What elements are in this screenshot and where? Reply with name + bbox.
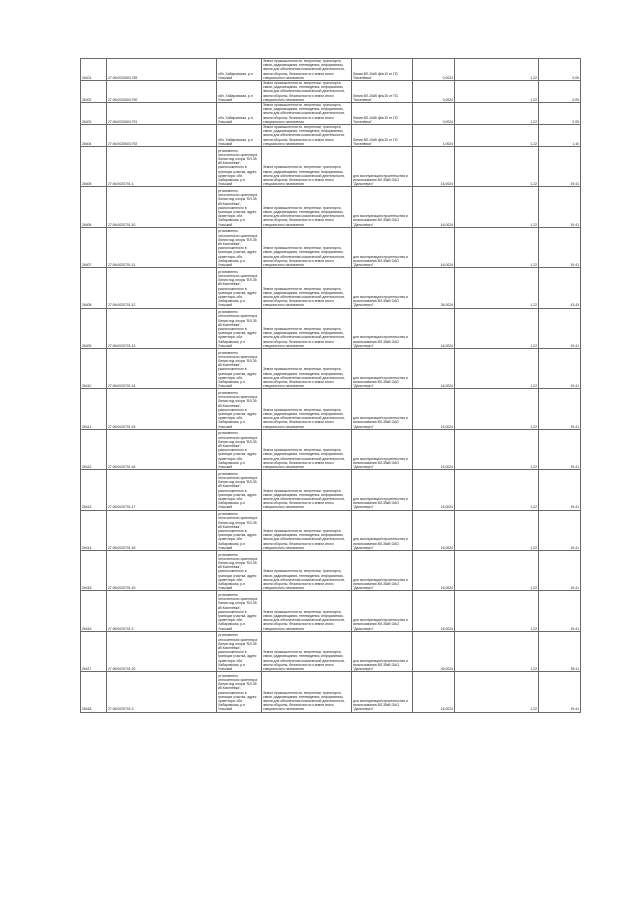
area-cell: 16,0024 xyxy=(413,349,455,389)
land-category-cell: Земли промышленности, энергетики, транспорта, связи, радиовещания, телевидения, информатики, земли для обеспечения космической деятельности, земли обороны, безопасности и земли иного специального назначения xyxy=(262,59,352,81)
factor-cell: 1,22 xyxy=(455,470,539,510)
row-number-cell: 26410 xyxy=(81,349,107,389)
address-cell: установлено относительно ориентира Линия под опоры "ВЛ-35 кВ Киселёвка", расположенного в границах участка, адрес ориентира: обл. Хабаровская, р-н Ульчский xyxy=(217,308,262,348)
area-cell: 16,0024 xyxy=(413,429,455,469)
cost-cell: 19,41 xyxy=(539,591,581,631)
row-number-cell: 26407 xyxy=(81,227,107,267)
table-row xyxy=(81,308,581,348)
table-row xyxy=(81,81,581,103)
address-cell: установлено относительно ориентира Линия под опоры "ВЛ-35 кВ Киселёвка", расположенного в границах участка, адрес ориентира: обл. Хабаровская, р-н Ульчский xyxy=(217,187,262,227)
permitted-use-cell: для эксплуатации/строительства и использования ВЛ-35кВ ОАО "Дальэнерго" xyxy=(352,147,413,187)
land-category-cell: Земли промышленности, энергетики, транспорта, связи, радиовещания, телевидения, информатики, земли для обеспечения космической деятельности, земли обороны, безопасности и земли иного специального назначения xyxy=(262,550,352,590)
table-row xyxy=(81,591,581,631)
address-cell: установлено относительно ориентира Линия под опоры "ВЛ-35 кВ Киселёвка", расположенного в границах участка, адрес ориентира: обл. Хабаровская, р-н Ульчский xyxy=(217,550,262,590)
address-cell: установлено относительно ориентира Линия под опоры "ВЛ-35 кВ Киселёвка", расположенного в границах участка, адрес ориентира: обл. Хабаровская, р-н Ульчский xyxy=(217,591,262,631)
land-category-cell: Земли промышленности, энергетики, транспорта, связи, радиовещания, телевидения, информатики, земли для обеспечения космической деятельности, земли обороны, безопасности и земли иного специального назначения xyxy=(262,227,352,267)
land-category-cell: Земли промышленности, энергетики, транспорта, связи, радиовещания, телевидения, информатики, земли для обеспечения космической деятельности, земли обороны, безопасности и земли иного специального назначения xyxy=(262,147,352,187)
permitted-use-cell: для эксплуатации/строительства и использования ВЛ-35кВ ОАО "Дальэнерго" xyxy=(352,591,413,631)
address-cell: установлено относительно ориентира Линия под опоры "ВЛ-35 кВ Киселёвка", расположенного в границах участка, адрес ориентира: обл. Хабаровская, р-н Ульчский xyxy=(217,147,262,187)
row-number-cell: 26404 xyxy=(81,125,107,147)
address-cell: обл. Хабаровская, р-н Ульчский xyxy=(217,81,262,103)
area-cell: 36,0024 xyxy=(413,268,455,308)
land-category-cell: Земли промышленности, энергетики, транспорта, связи, радиовещания, телевидения, информатики, земли для обеспечения космической деятельности, земли обороны, безопасности и земли иного специального назначения xyxy=(262,81,352,103)
table-row xyxy=(81,470,581,510)
cost-cell: 19,41 xyxy=(539,147,581,187)
area-cell: 16,0024 xyxy=(413,147,455,187)
cost-cell: 0,05 xyxy=(539,59,581,81)
permitted-use-cell: для эксплуатации/строительства и использования ВЛ-35кВ ОАО "Дальэнерго" xyxy=(352,631,413,671)
row-number-cell: 26415 xyxy=(81,550,107,590)
permitted-use-cell: Линия ВЛ-10кВ ф№15 от ПС "Киселёвка" xyxy=(352,81,413,103)
address-cell: установлено относительно ориентира Линия под опоры "ВЛ-35 кВ Киселёвка", расположенного в границах участка, адрес ориентира: обл. Хабаровская, р-н Ульчский xyxy=(217,389,262,429)
factor-cell: 1,22 xyxy=(455,147,539,187)
permitted-use-cell: для эксплуатации/строительства и использования ВЛ-35кВ ОАО "Дальэнерго" xyxy=(352,268,413,308)
row-number-cell: 26401 xyxy=(81,59,107,81)
area-cell: 16,0024 xyxy=(413,187,455,227)
land-category-cell: Земли промышленности, энергетики, транспорта, связи, радиовещания, телевидения, информатики, земли для обеспечения космической деятельности, земли обороны, безопасности и земли иного специального назначения xyxy=(262,591,352,631)
permitted-use-cell: для эксплуатации/строительства и использования ВЛ-35кВ ОАО "Дальэнерго" xyxy=(352,550,413,590)
cost-cell: 43,43 xyxy=(539,268,581,308)
row-number-cell: 26406 xyxy=(81,187,107,227)
land-category-cell: Земли промышленности, энергетики, транспорта, связи, радиовещания, телевидения, информатики, земли для обеспечения космической деятельности, земли обороны, безопасности и земли иного специального назначения xyxy=(262,631,352,671)
address-cell: обл. Хабаровская, р-н Ульчский xyxy=(217,125,262,147)
land-category-cell: Земли промышленности, энергетики, транспорта, связи, радиовещания, телевидения, информатики, земли для обеспечения космической деятельности, земли обороны, безопасности и земли иного специального назначения xyxy=(262,429,352,469)
cost-cell: 19,41 xyxy=(539,672,581,712)
table-row xyxy=(81,103,581,125)
cadastral-number-cell: 27:06:0020701:13 xyxy=(107,308,217,348)
factor-cell: 1,22 xyxy=(455,103,539,125)
area-cell: 16,0024 xyxy=(413,389,455,429)
row-number-cell: 26405 xyxy=(81,147,107,187)
row-number-cell: 26414 xyxy=(81,510,107,550)
area-cell: 16,0024 xyxy=(413,470,455,510)
row-number-cell: 26418 xyxy=(81,672,107,712)
cost-cell: 19,41 xyxy=(539,187,581,227)
cadastral-number-cell: 27:06:0020701:10 xyxy=(107,187,217,227)
area-cell: 0,0024 xyxy=(413,59,455,81)
table-row xyxy=(81,349,581,389)
cadastral-number-cell: 27:06:0020603:789 xyxy=(107,59,217,81)
cost-cell: 19,41 xyxy=(539,308,581,348)
permitted-use-cell: для эксплуатации/строительства и использования ВЛ-35кВ ОАО "Дальэнерго" xyxy=(352,429,413,469)
factor-cell: 1,22 xyxy=(455,125,539,147)
table-row xyxy=(81,672,581,712)
land-category-cell: Земли промышленности, энергетики, транспорта, связи, радиовещания, телевидения, информатики, земли для обеспечения космической деятельности, земли обороны, безопасности и земли иного специального назначения xyxy=(262,349,352,389)
address-cell: установлено относительно ориентира Линия под опоры "ВЛ-35 кВ Киселёвка", расположенного в границах участка, адрес ориентира: обл. Хабаровская, р-н Ульчский xyxy=(217,631,262,671)
cadastral-number-cell: 27:06:0020701:15 xyxy=(107,389,217,429)
factor-cell: 1,22 xyxy=(455,308,539,348)
cost-cell: 0,05 xyxy=(539,81,581,103)
area-cell: 16,0024 xyxy=(413,550,455,590)
land-registry-table xyxy=(80,58,581,713)
cadastral-number-cell: 27:06:0020603:790 xyxy=(107,81,217,103)
factor-cell: 1,22 xyxy=(455,389,539,429)
address-cell: установлено относительно ориентира Линия под опоры "ВЛ-35 кВ Киселёвка", расположенного в границах участка, адрес ориентира: обл. Хабаровская, р-н Ульчский xyxy=(217,268,262,308)
area-cell: 16,0024 xyxy=(413,308,455,348)
factor-cell: 1,22 xyxy=(455,550,539,590)
cost-cell: 19,41 xyxy=(539,470,581,510)
permitted-use-cell: для эксплуатации/строительства и использования ВЛ-35кВ ОАО "Дальэнерго" xyxy=(352,227,413,267)
permitted-use-cell: для эксплуатации/строительства и использования ВЛ-35кВ ОАО "Дальэнерго" xyxy=(352,187,413,227)
factor-cell: 1,22 xyxy=(455,591,539,631)
table-row xyxy=(81,147,581,187)
cadastral-number-cell: 27:06:0020701:1 xyxy=(107,147,217,187)
row-number-cell: 26417 xyxy=(81,631,107,671)
cadastral-number-cell: 27:06:0020603:791 xyxy=(107,103,217,125)
cadastral-number-cell: 27:06:0020701:16 xyxy=(107,429,217,469)
land-category-cell: Земли промышленности, энергетики, транспорта, связи, радиовещания, телевидения, информатики, земли для обеспечения космической деятельности, земли обороны, безопасности и земли иного специального назначения xyxy=(262,510,352,550)
land-category-cell: Земли промышленности, энергетики, транспорта, связи, радиовещания, телевидения, информатики, земли для обеспечения космической деятельности, земли обороны, безопасности и земли иного специального назначения xyxy=(262,268,352,308)
area-cell: 16,0024 xyxy=(413,672,455,712)
permitted-use-cell: для эксплуатации/строительства и использования ВЛ-35кВ ОАО "Дальэнерго" xyxy=(352,308,413,348)
land-registry-sheet xyxy=(80,58,580,713)
cadastral-number-cell: 27:06:0020701:19 xyxy=(107,550,217,590)
factor-cell: 1,22 xyxy=(455,631,539,671)
cadastral-number-cell: 27:06:0020701:11 xyxy=(107,227,217,267)
area-cell: 16,0024 xyxy=(413,227,455,267)
permitted-use-cell: для эксплуатации/строительства и использования ВЛ-35кВ ОАО "Дальэнерго" xyxy=(352,510,413,550)
table-row xyxy=(81,125,581,147)
factor-cell: 1,22 xyxy=(455,672,539,712)
cost-cell: 19,41 xyxy=(539,550,581,590)
permitted-use-cell: Линия ВЛ-10кВ ф№15 от ПС "Киселёвка" xyxy=(352,59,413,81)
land-category-cell: Земли промышленности, энергетики, транспорта, связи, радиовещания, телевидения, информатики, земли для обеспечения космической деятельности, земли обороны, безопасности и земли иного специального назначения xyxy=(262,470,352,510)
factor-cell: 1,22 xyxy=(455,187,539,227)
factor-cell: 1,22 xyxy=(455,510,539,550)
permitted-use-cell: Линия ВЛ-10кВ ф№15 от ПС "Киселёвка" xyxy=(352,125,413,147)
cadastral-number-cell: 27:06:0020701:3 xyxy=(107,672,217,712)
cadastral-number-cell: 27:06:0020701:17 xyxy=(107,470,217,510)
cost-cell: 19,41 xyxy=(539,389,581,429)
row-number-cell: 26416 xyxy=(81,591,107,631)
area-cell: 0,0024 xyxy=(413,103,455,125)
cost-cell: 19,41 xyxy=(539,227,581,267)
factor-cell: 1,22 xyxy=(455,349,539,389)
area-cell: 16,0024 xyxy=(413,591,455,631)
table-row xyxy=(81,429,581,469)
table-row xyxy=(81,187,581,227)
row-number-cell: 26402 xyxy=(81,81,107,103)
land-category-cell: Земли промышленности, энергетики, транспорта, связи, радиовещания, телевидения, информатики, земли для обеспечения космической деятельности, земли обороны, безопасности и земли иного специального назначения xyxy=(262,308,352,348)
table-row xyxy=(81,510,581,550)
address-cell: обл. Хабаровская, р-н Ульчский xyxy=(217,59,262,81)
address-cell: установлено относительно ориентира Линия под опоры "ВЛ-35 кВ Киселёвка", расположенного в границах участка, адрес ориентира: обл. Хабаровская, р-н Ульчский xyxy=(217,349,262,389)
permitted-use-cell: Линия ВЛ-10кВ ф№15 от ПС "Киселёвка" xyxy=(352,103,413,125)
cost-cell: 0,05 xyxy=(539,103,581,125)
permitted-use-cell: для эксплуатации/строительства и использования ВЛ-35кВ ОАО "Дальэнерго" xyxy=(352,470,413,510)
permitted-use-cell: для эксплуатации/строительства и использования ВЛ-35кВ ОАО "Дальэнерго" xyxy=(352,349,413,389)
cadastral-number-cell: 27:06:0020603:792 xyxy=(107,125,217,147)
area-cell: 49,0024 xyxy=(413,631,455,671)
permitted-use-cell: для эксплуатации/строительства и использования ВЛ-35кВ ОАО "Дальэнерго" xyxy=(352,389,413,429)
address-cell: установлено относительно ориентира Линия под опоры "ВЛ-35 кВ Киселёвка", расположенного в границах участка, адрес ориентира: обл. Хабаровская, р-н Ульчский xyxy=(217,227,262,267)
land-category-cell: Земли промышленности, энергетики, транспорта, связи, радиовещания, телевидения, информатики, земли для обеспечения космической деятельности, земли обороны, безопасности и земли иного специального назначения xyxy=(262,389,352,429)
factor-cell: 1,22 xyxy=(455,227,539,267)
land-category-cell: Земли промышленности, энергетики, транспорта, связи, радиовещания, телевидения, информатики, земли для обеспечения космической деятельности, земли обороны, безопасности и земли иного специального назначения xyxy=(262,125,352,147)
cost-cell: 19,41 xyxy=(539,349,581,389)
cost-cell: 19,41 xyxy=(539,510,581,550)
row-number-cell: 26412 xyxy=(81,429,107,469)
land-category-cell: Земли промышленности, энергетики, транспорта, связи, радиовещания, телевидения, информатики, земли для обеспечения космической деятельности, земли обороны, безопасности и земли иного специального назначения xyxy=(262,672,352,712)
row-number-cell: 26411 xyxy=(81,389,107,429)
address-cell: установлено относительно ориентира Линия под опоры "ВЛ-35 кВ Киселёвка", расположенного в границах участка, адрес ориентира: обл. Хабаровская, р-н Ульчский xyxy=(217,510,262,550)
address-cell: установлено относительно ориентира Линия под опоры "ВЛ-35 кВ Киселёвка", расположенного в границах участка, адрес ориентира: обл. Хабаровская, р-н Ульчский xyxy=(217,470,262,510)
row-number-cell: 26403 xyxy=(81,103,107,125)
area-cell: 16,0024 xyxy=(413,510,455,550)
permitted-use-cell: для эксплуатации/строительства и использования ВЛ-35кВ ОАО "Дальэнерго" xyxy=(352,672,413,712)
cadastral-number-cell: 27:06:0020701:14 xyxy=(107,349,217,389)
table-row xyxy=(81,268,581,308)
factor-cell: 1,22 xyxy=(455,268,539,308)
cost-cell: 1,40 xyxy=(539,125,581,147)
table-row xyxy=(81,389,581,429)
address-cell: установлено относительно ориентира Линия под опоры "ВЛ-35 кВ Киселёвка", расположенного в границах участка, адрес ориентира: обл. Хабаровская, р-н Ульчский xyxy=(217,672,262,712)
cadastral-number-cell: 27:06:0020701:18 xyxy=(107,510,217,550)
address-cell: установлено относительно ориентира Линия под опоры "ВЛ-35 кВ Киселёвка", расположенного в границах участка, адрес ориентира: обл. Хабаровская, р-н Ульчский xyxy=(217,429,262,469)
cadastral-number-cell: 27:06:0020701:20 xyxy=(107,631,217,671)
factor-cell: 1,22 xyxy=(455,429,539,469)
area-cell: 1,0024 xyxy=(413,125,455,147)
factor-cell: 1,22 xyxy=(455,81,539,103)
row-number-cell: 26413 xyxy=(81,470,107,510)
cadastral-number-cell: 27:06:0020701:2 xyxy=(107,591,217,631)
row-number-cell: 26409 xyxy=(81,308,107,348)
row-number-cell: 26408 xyxy=(81,268,107,308)
table-body xyxy=(81,59,581,713)
land-category-cell: Земли промышленности, энергетики, транспорта, связи, радиовещания, телевидения, информатики, земли для обеспечения космической деятельности, земли обороны, безопасности и земли иного специального назначения xyxy=(262,187,352,227)
table-row xyxy=(81,631,581,671)
factor-cell: 1,22 xyxy=(455,59,539,81)
cost-cell: 59,11 xyxy=(539,631,581,671)
table-row xyxy=(81,227,581,267)
table-row xyxy=(81,550,581,590)
area-cell: 0,0024 xyxy=(413,81,455,103)
cost-cell: 19,41 xyxy=(539,429,581,469)
cadastral-number-cell: 27:06:0020701:12 xyxy=(107,268,217,308)
land-category-cell: Земли промышленности, энергетики, транспорта, связи, радиовещания, телевидения, информатики, земли для обеспечения космической деятельности, земли обороны, безопасности и земли иного специального назначения xyxy=(262,103,352,125)
address-cell: обл. Хабаровская, р-н Ульчский xyxy=(217,103,262,125)
table-row xyxy=(81,59,581,81)
